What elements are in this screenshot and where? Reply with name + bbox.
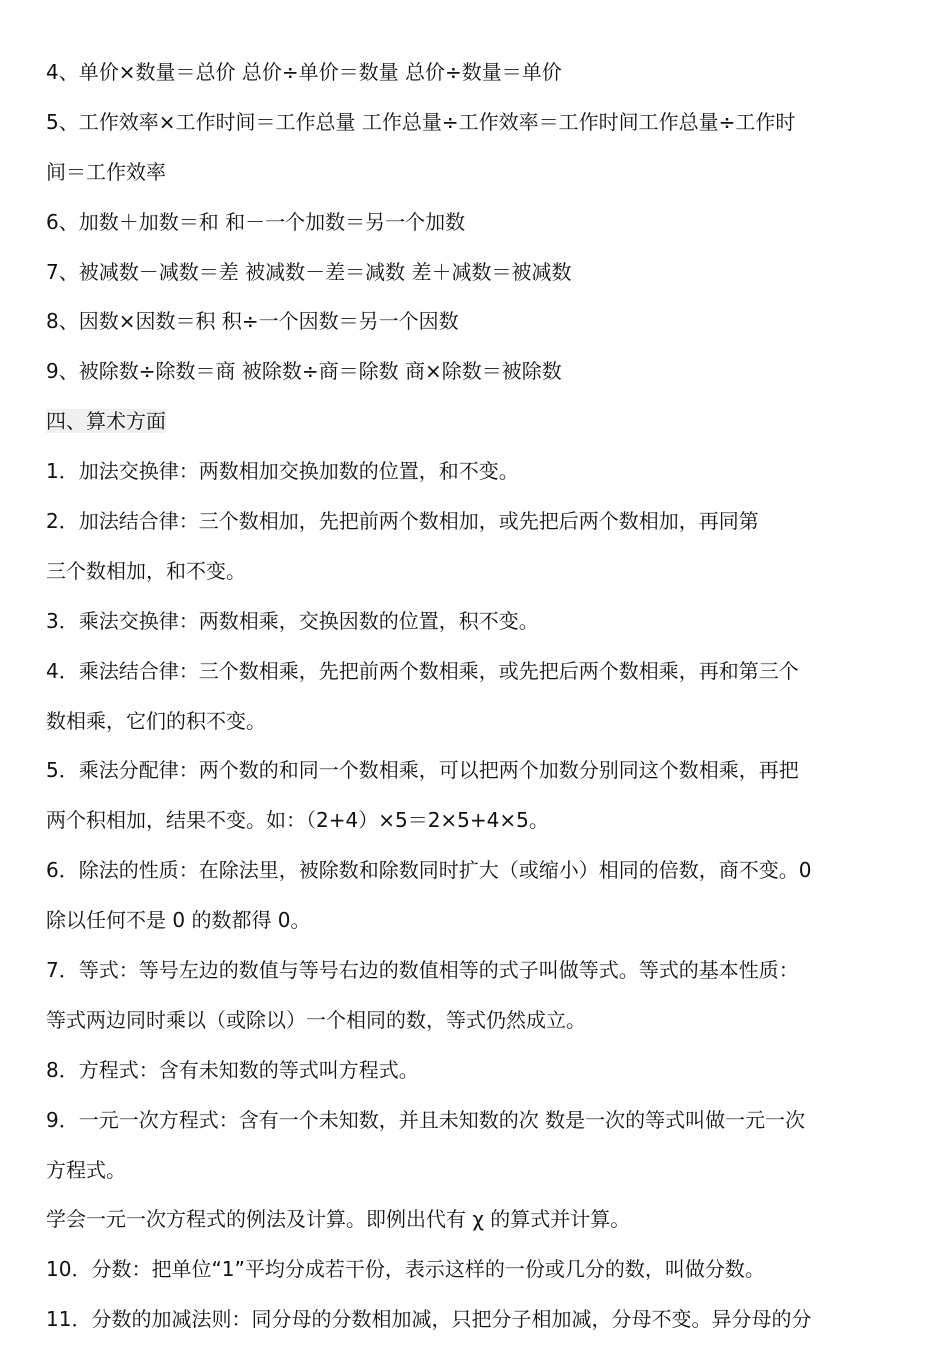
text-line [46, 198, 908, 248]
text-line [46, 597, 908, 647]
line-text: 3．乘法交换律：两数相乘，交换因数的位置，积不变。 [46, 608, 539, 633]
text-line [46, 547, 908, 597]
line-text: 9．一元一次方程式：含有一个未知数，并且未知数的次 数是一次的等式叫做一元一次 [46, 1107, 806, 1132]
text-line [46, 1146, 908, 1196]
line-text: 5、工作效率×工作时间＝工作总量 工作总量÷工作效率＝工作时间工作总量÷工作时 [46, 109, 796, 134]
line-text: 6、加数＋加数＝和 和－一个加数＝另一个加数 [46, 209, 466, 234]
line-text: 4．乘法结合律：三个数相乘，先把前两个数相乘，或先把后两个数相乘，再和第三个 [46, 658, 799, 683]
line-text: 7、被减数－减数＝差 被减数－差＝减数 差＋减数＝被减数 [46, 259, 572, 284]
text-line [46, 746, 908, 796]
text-line [46, 347, 908, 397]
line-text: 间＝工作效率 [46, 159, 166, 184]
line-text: 等式两边同时乘以（或除以）一个相同的数，等式仍然成立。 [46, 1007, 586, 1032]
text-line [46, 796, 908, 846]
line-text: 两个积相加，结果不变。如：（2+4）×5＝2×5+4×5。 [46, 808, 549, 833]
text-line [46, 148, 908, 198]
text-line [46, 1245, 908, 1295]
document-page [46, 48, 908, 1345]
line-text: 学会一元一次方程式的例法及计算。即例出代有 χ 的算式并计算。 [46, 1207, 631, 1232]
line-text: 10．分数：把单位“1”平均分成若干份，表示这样的一份或几分的数，叫做分数。 [46, 1257, 765, 1282]
text-line [46, 48, 908, 98]
line-text: 数相乘，它们的积不变。 [46, 708, 266, 733]
text-line [46, 946, 908, 996]
line-text: 11．分数的加减法则：同分母的分数相加减，只把分子相加减，分母不变。异分母的分 [46, 1307, 812, 1332]
line-text: 除以任何不是 0 的数都得 0。 [46, 908, 311, 933]
line-text: 5．乘法分配律：两个数的和同一个数相乘，可以把两个加数分别同这个数相乘，再把 [46, 758, 799, 783]
text-line [46, 447, 908, 497]
text-line [46, 1096, 908, 1146]
line-text: 三个数相加，和不变。 [46, 558, 246, 583]
text-line [46, 497, 908, 547]
line-text: 方程式。 [46, 1157, 126, 1182]
text-line [46, 248, 908, 298]
text-line [46, 647, 908, 697]
line-text: 6．除法的性质：在除法里，被除数和除数同时扩大（或缩小）相同的倍数，商不变。0 [46, 858, 812, 883]
text-line [46, 996, 908, 1046]
text-line [46, 697, 908, 747]
text-line [46, 1295, 908, 1345]
text-line [46, 896, 908, 946]
text-line [46, 1046, 908, 1096]
line-text: 4、单价×数量＝总价 总价÷单价＝数量 总价÷数量＝单价 [46, 60, 562, 84]
section-heading: 四、算术方面 [46, 409, 166, 434]
text-line [46, 1195, 908, 1245]
line-text: 9、被除数÷除数＝商 被除数÷商＝除数 商×除数＝被除数 [46, 359, 562, 384]
text-line [46, 397, 908, 447]
line-text: 7．等式：等号左边的数值与等号右边的数值相等的式子叫做等式。等式的基本性质： [46, 958, 799, 983]
line-text: 8．方程式：含有未知数的等式叫方程式。 [46, 1057, 419, 1082]
text-line [46, 98, 908, 148]
text-line [46, 846, 908, 896]
line-text: 8、因数×因数＝积 积÷一个因数＝另一个因数 [46, 309, 459, 334]
line-text: 1．加法交换律：两数相加交换加数的位置，和不变。 [46, 459, 519, 484]
text-line [46, 297, 908, 347]
line-text: 2．加法结合律：三个数相加，先把前两个数相加，或先把后两个数相加，再同第 [46, 509, 759, 534]
